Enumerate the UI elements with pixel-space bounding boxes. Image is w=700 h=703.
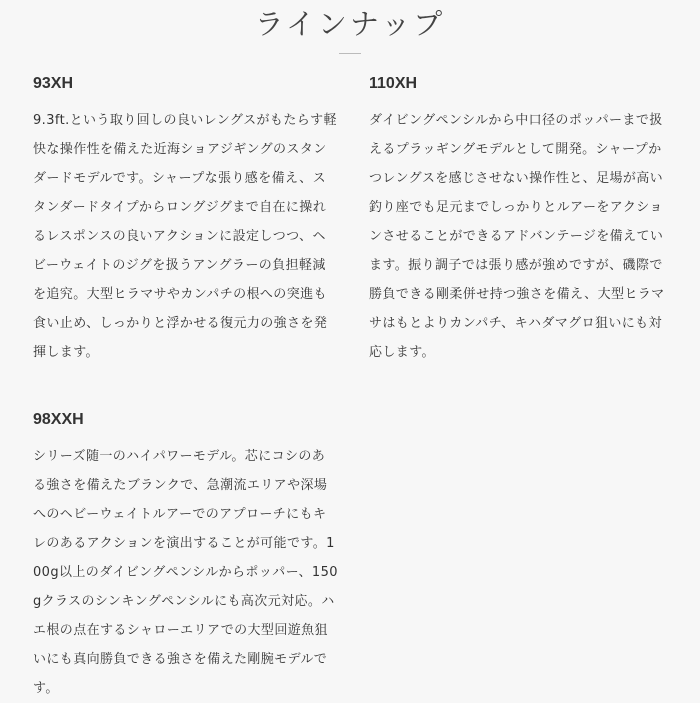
model-description: 9.3ft.という取り回しの良いレングスがもたらす軽快な操作性を備えた近海ショアジギングのスタンダードモデルです。シャープな張り感を備え、スタンダードタイプからロングジグまで自在に操れるレスポンスの良いアクションに設定しつつ、ヘビーウェイトのジグを扱うアングラーの負担軽減を追究。大型ヒラマサやカンパチの根への突進も食い止め、しっかりと浮かせる復元力の強さを発揮します。 — [33, 113, 337, 360]
title-divider — [339, 53, 361, 54]
model-description: シリーズ随一のハイパワーモデル。芯にコシのある強さを備えたブランクで、急潮流エリアや深場へのヘビーウェイトルアーでのアプローチにもキレのあるアクションを演出することが可能です。100g以上のダイビングペンシルからポッパー、150gクラスのシンキングペンシルにも高次元対応。ハエ根の点在するシャローエリアでの大型回遊魚狙いにも真向勝負できる強さを備えた剛腕モデルです。 — [33, 449, 338, 696]
model-name: 110XH — [369, 75, 418, 92]
page-title: ラインナップ — [254, 7, 446, 41]
model-section-93xh — [33, 74, 338, 367]
model-section-110xh — [369, 74, 667, 367]
model-name: 93XH — [33, 75, 74, 92]
model-section-98xxh — [33, 410, 338, 703]
model-description: ダイビングペンシルから中口径のポッパーまで扱えるプラッギングモデルとして開発。シャープかつレングスを感じさせない操作性と、足場が高い釣り座でも足元までしっかりとルアーをアクションさせることができるアドバンテージを備えています。振り調子では張り感が強めですが、磯際で勝負できる剛柔併せ持つ強さを備え、大型ヒラマサはもとよりカンパチ、キハダマグロ狙いにも対応します。 — [369, 113, 665, 360]
model-name: 98XXH — [33, 411, 84, 428]
